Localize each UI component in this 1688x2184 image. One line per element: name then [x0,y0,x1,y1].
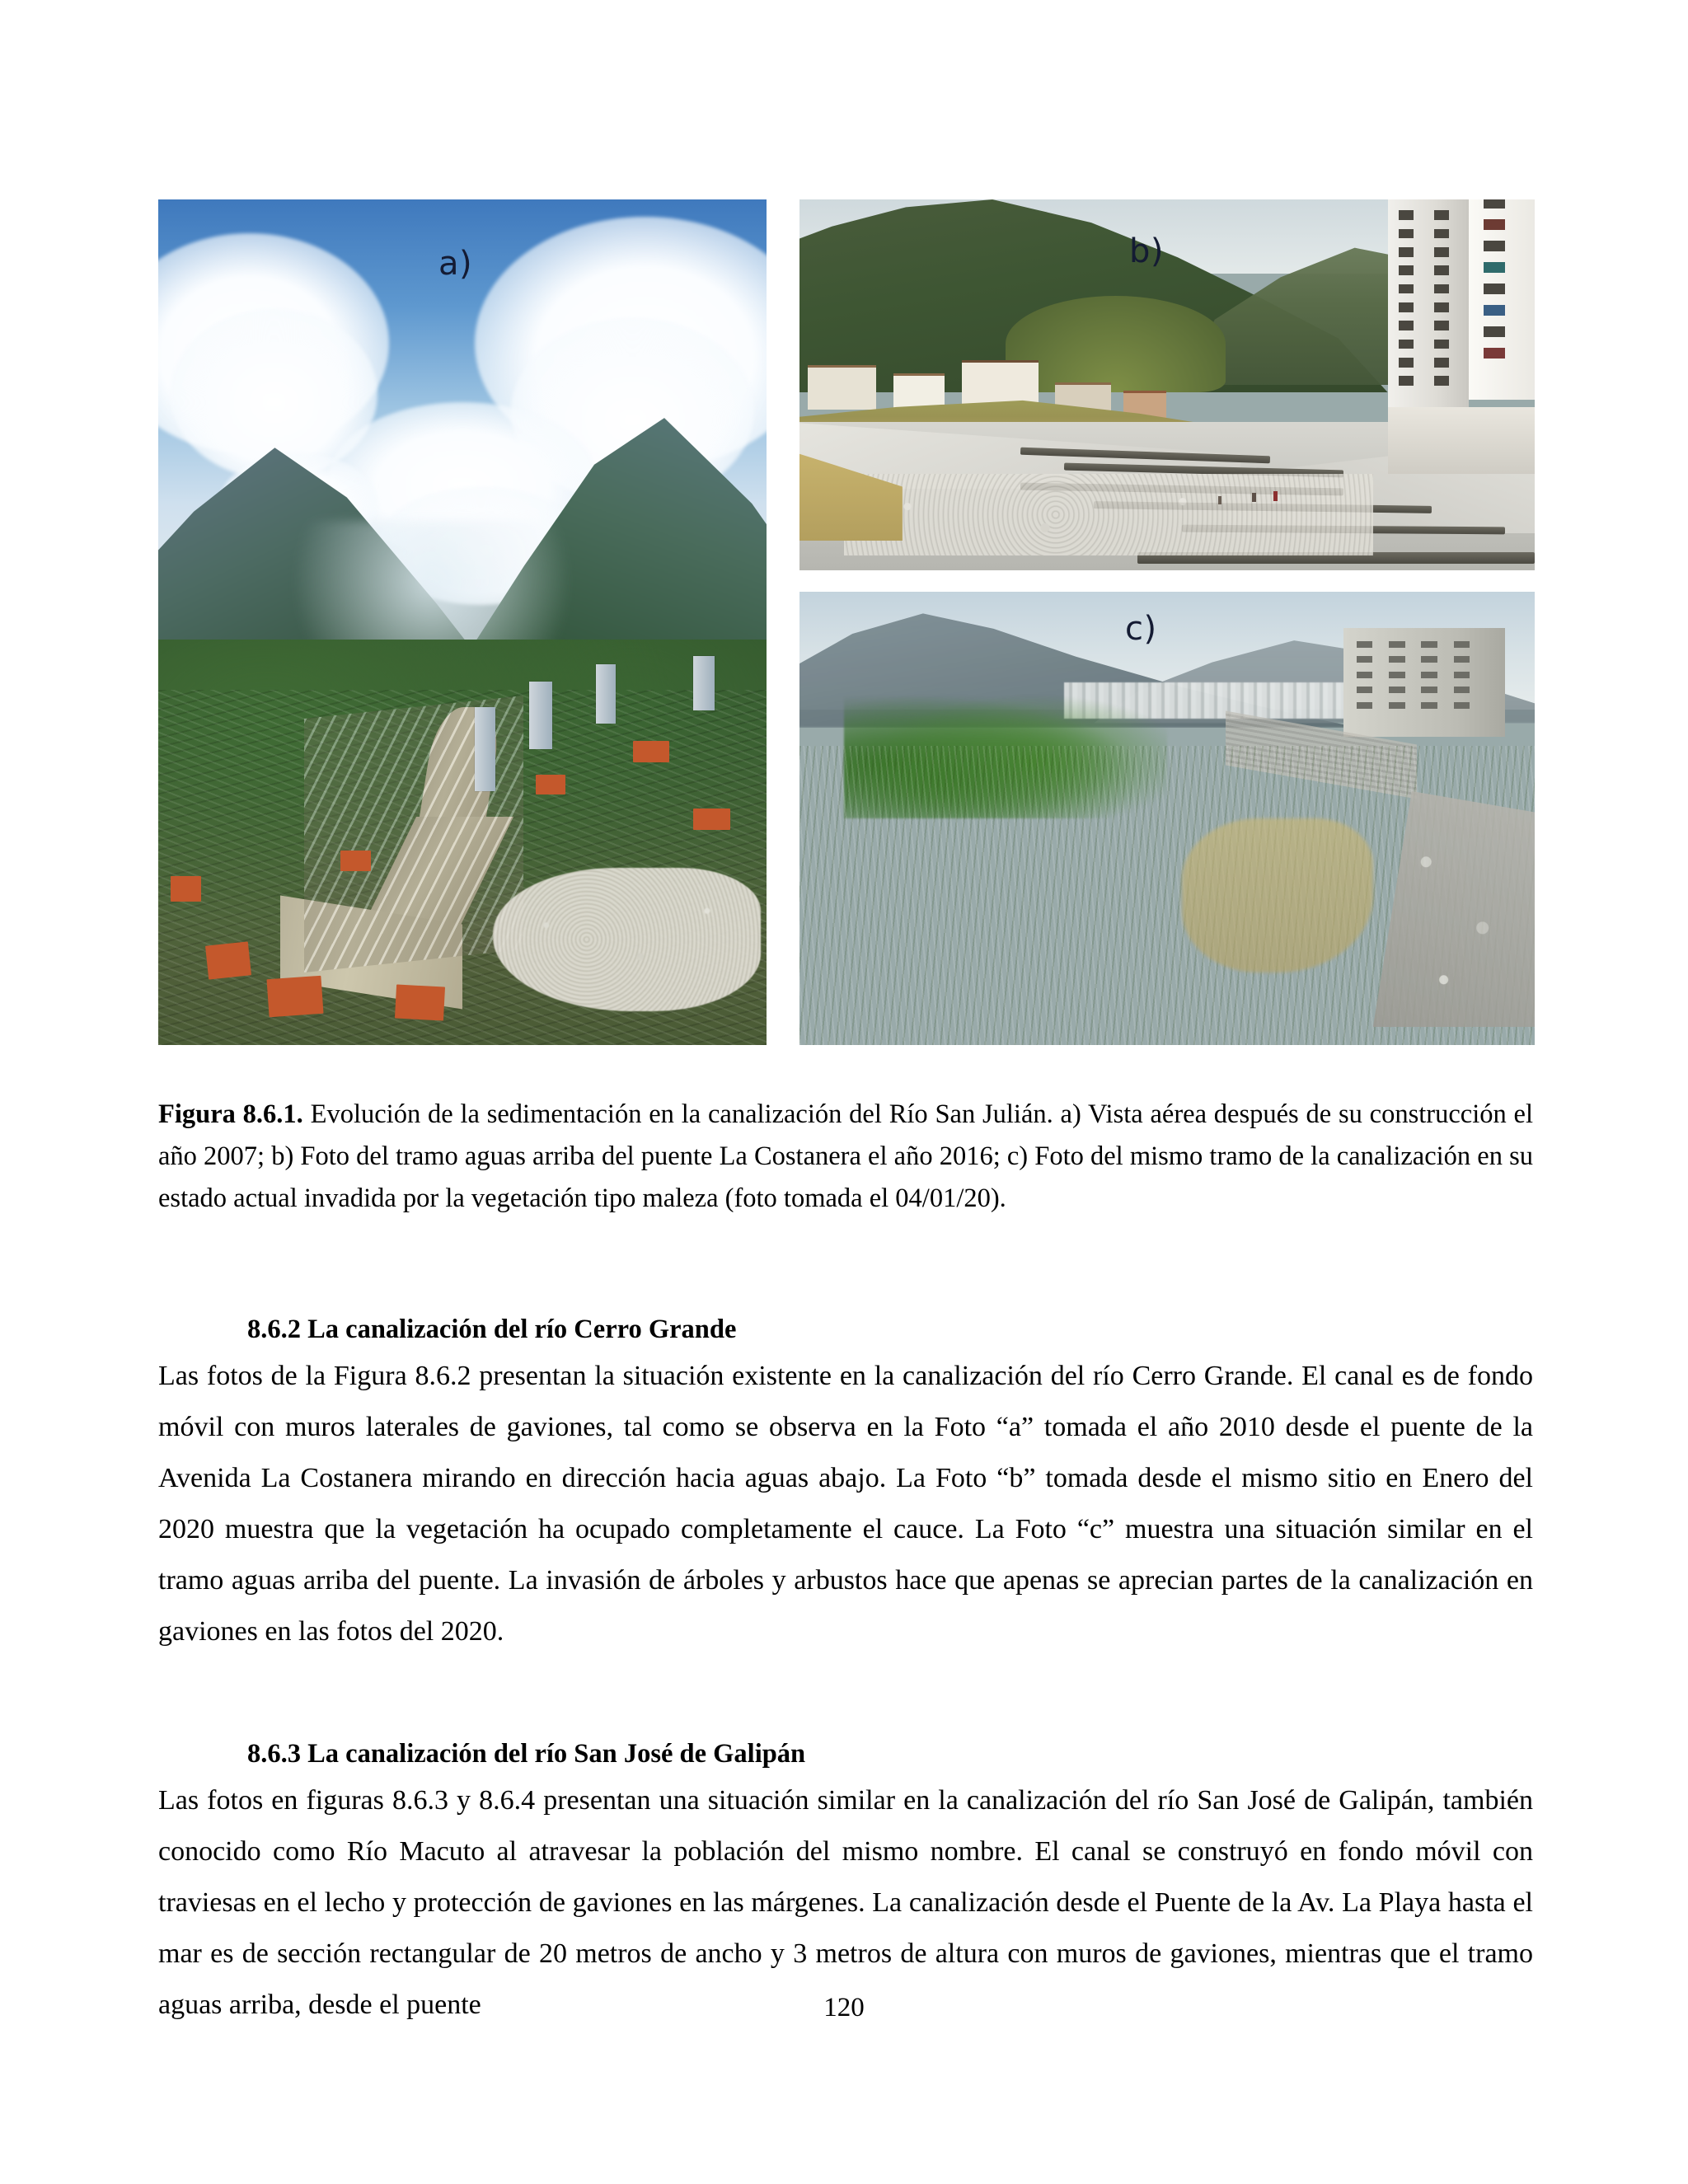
apartment-tower [596,664,616,724]
apartment-tower [475,707,495,792]
photo-c-scene [799,592,1535,1045]
photo-label-c: c) [1125,610,1157,648]
figure-caption-text: Evolución de la sedimentación en la canalización del Río San Julián. a) Vista aérea después de su construcción el año 2007; b) Foto del tramo aguas arriba del puente La Costanera el año 2016; c) Foto del mismo tramo de la canalización en su estado actual invadida por la vegetación tipo maleza (foto tomada el 04/01/20). [158,1099,1533,1213]
sediment-in-channel [844,474,1373,555]
low-rise-building [1388,407,1535,474]
section-8-6-2-heading: 8.6.2 La canalización del río Cerro Grande [247,1315,737,1344]
apartment-tower [529,682,552,749]
section-8-6-3-heading: 8.6.3 La canalización del río San José de Galipán [247,1739,806,1769]
house-roof [536,775,566,795]
section-8-6-2-body: Las fotos de la Figura 8.6.2 presentan la situación existente en la canalización del río Cerro Grande. El canal es de fondo móvil con muros laterales de gaviones, tal como se observa en la Foto “a” tomada el año 2010 desde el puente de la Avenida La Costanera mirando en dirección hacia aguas abajo. La Foto “b” tomada desde el mismo sitio en Enero del 2020 muestra que la vegetación ha ocupado completamente el cauce. La Foto “c” muestra una situación similar en el tramo aguas arriba del puente. La invasión de árboles y arbustos hace que apenas se aprecian partes de la canalización en gaviones en las fotos del 2020. [158,1361,1533,1647]
dry-grass-patch [1182,818,1373,972]
house-roof [395,985,445,1021]
page-number: 120 [823,1993,865,2022]
figure-caption-label: Figura 8.6.1. [158,1099,303,1129]
house-roof [340,851,371,871]
apartment-tower-right [1469,199,1535,400]
section-8-6-2 [158,1309,1533,1657]
apartment-tower-left [1388,199,1469,422]
house-roof [205,941,251,979]
section-8-6-3-body: Las fotos en figuras 8.6.3 y 8.6.4 presentan una situación similar en la canalización del río San José de Galipán, también conocido como Río Macuto al atravesar la población del mismo nombre. El canal se construyó en fondo móvil con traviesas en el lecho y protección de gaviones en las márgenes. La canalización desde el Puente de la Av. La Playa hasta el mar es de sección rectangular de 20 metros de ancho y 3 metros de altura con muros de gaviones, mientras que el tramo aguas arriba, desde el puente [158,1785,1533,2020]
photo-c-overgrown-channel [799,592,1535,1045]
apartment-block [1343,628,1505,737]
person [1218,496,1221,504]
section-8-6-3 [158,1733,1533,2031]
house [808,365,876,410]
house-roof [266,976,323,1018]
photo-a-scene [158,199,767,1045]
photo-b-scene [799,199,1535,570]
figure-caption [158,1094,1533,1220]
person [1273,491,1278,501]
apartment-tower [693,656,714,710]
person [1252,493,1256,502]
figure-8-6-1 [158,199,1535,1045]
photo-label-b: b) [1129,232,1164,270]
house-roof [171,876,201,902]
house-roof [693,808,729,831]
house-roof [633,741,669,763]
photo-label-a: a) [438,245,473,283]
photo-a-aerial-view [158,199,767,1045]
photo-b-channel-2016 [799,199,1535,570]
